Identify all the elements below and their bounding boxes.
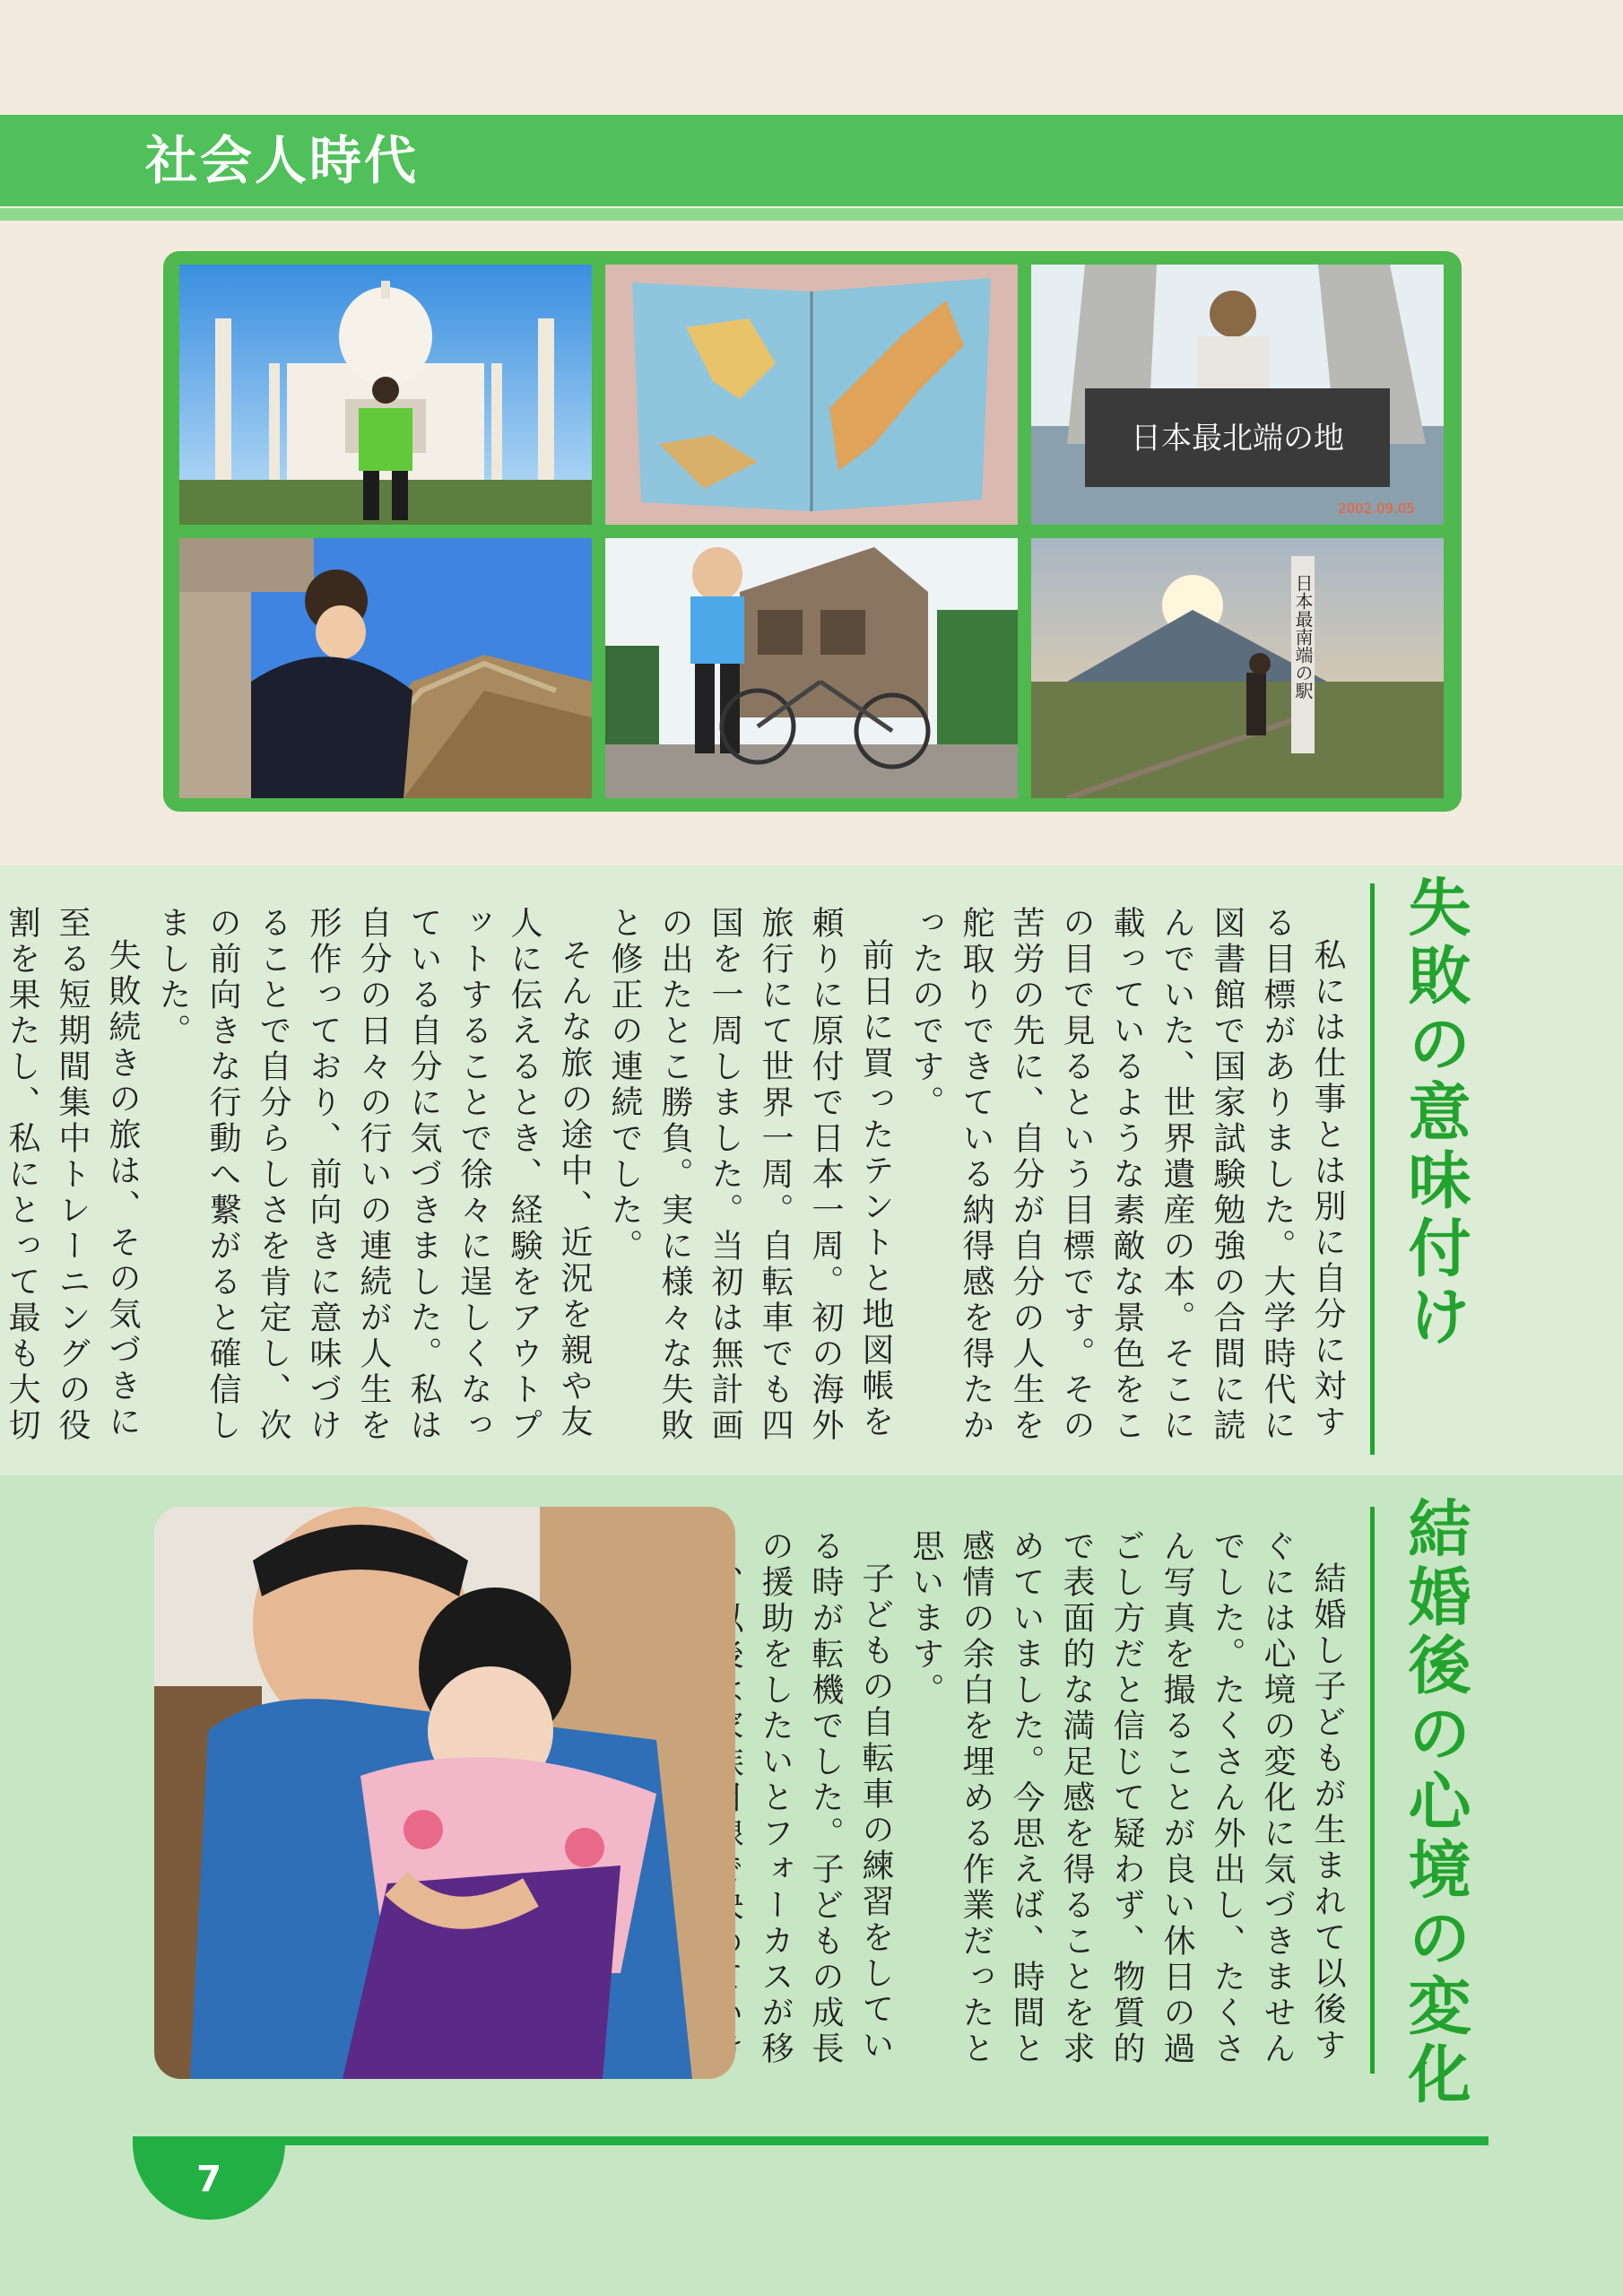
- page-number: 7: [133, 2139, 285, 2220]
- section2-paragraph-2: 子どもの自転車の練習をしている時が転機でした。子どもの成長の援助をしたいとフォーカスが移: [757, 1529, 894, 2067]
- section1-paragraph-4: 失敗続きの旅は、その気づきに至る短期間集中トレーニングの役割を果たし、私にとって最も大切: [4, 906, 141, 1444]
- header-underline: [0, 208, 1623, 221]
- photo-great-wall: [179, 538, 592, 798]
- photo-southern-station: [1031, 538, 1444, 798]
- photo-taj-mahal: [179, 265, 592, 525]
- photo-father-baby: [154, 1507, 735, 2079]
- section1-body: [0, 906, 1352, 1462]
- section2-paragraph-1: 結婚し子どもが生まれて以後すぐには心境の変化に気づきませんでした。たくさん外出し、たくさん写真を撮ることが良い休日の過ごし方だと信じて疑わず、物質的で表面的な満足感を得ることを求めていました。今思えば、時間と感情の余白を埋める作業だったと思います。: [907, 1529, 1346, 2067]
- section1-paragraph-1: 私には仕事とは別に自分に対する目標がありました。大学時代に図書館で国家試験勉強の合間に読んでいた、世界遺産の本。そこに載っているような素敵な景色をこの目で見るという目標です。その苦労の先に、自分が自分の人生を舵取りできている納得感を得たかったのです。: [907, 906, 1346, 1444]
- station-sign-text: 日本最南端の駅: [1292, 574, 1314, 700]
- section2-heading: 結婚後の心境の変化: [1398, 1496, 1471, 2109]
- section1-paragraph-3: そんな旅の途中、近況を親や友人に伝えるとき、経験をアウトプットすることで徐々に逞しくなっている自分に気づきました。私は自分の日々の行いの連続が人生を形作っており、前向きに意味づけることで自分らしさを肯定し、次の前向きな行動へ繋がると確信しました。: [154, 906, 593, 1444]
- northern-cape-sign: 日本最北端の地: [1131, 421, 1344, 457]
- section2-body: [649, 1529, 1352, 2085]
- section1-rule: [1370, 883, 1375, 1455]
- footer-rule: [133, 2136, 1488, 2145]
- photo-atlas: [605, 265, 1018, 525]
- section1-paragraph-2: 前日に買ったテントと地図帳を頼りに原付で日本一周。初の海外旅行にて世界一周。自転車でも四国を一周しました。当初は無計画の出たとこ勝負。実に様々な失敗と修正の連続でした。: [606, 906, 894, 1444]
- photo-date-stamp: 2002.09.05: [1338, 500, 1415, 517]
- section-title: 社会人時代: [145, 130, 420, 191]
- photo-northern-cape: [1031, 265, 1444, 525]
- section1-heading: 失敗の意味付け: [1398, 874, 1471, 1352]
- section2-rule: [1370, 1507, 1375, 2074]
- photo-bicycle-trip: [605, 538, 1018, 798]
